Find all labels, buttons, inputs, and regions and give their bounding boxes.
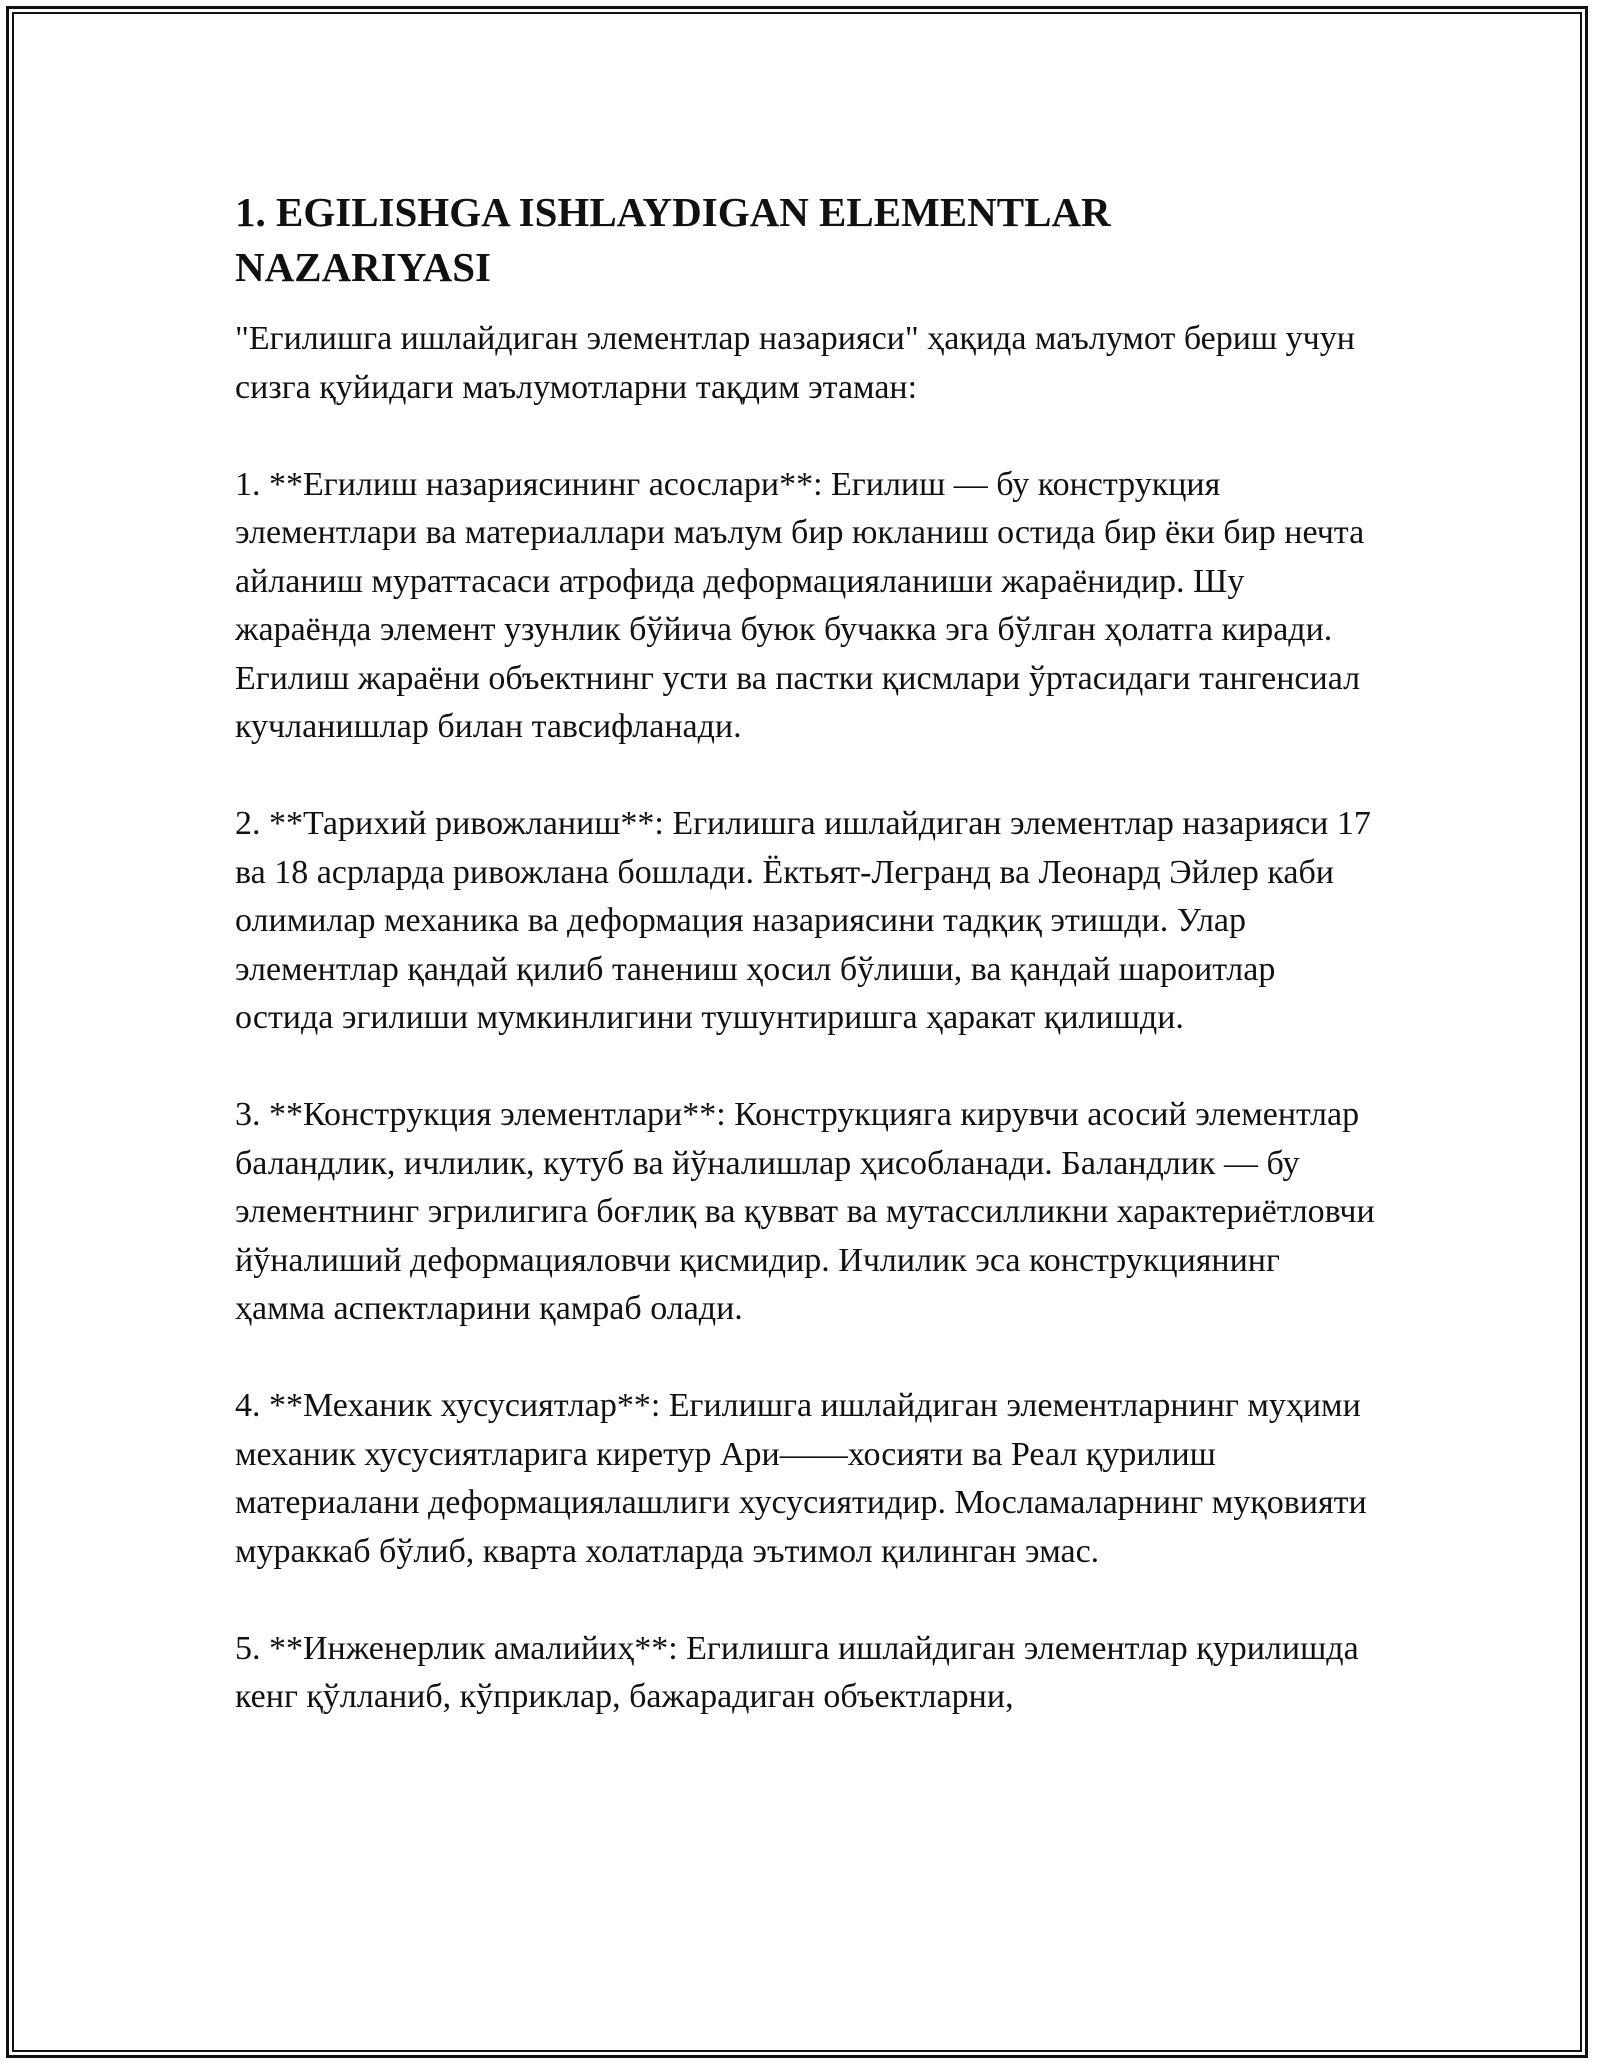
paragraph-4-mechanical-properties: 4. **Механик хусусиятлар**: Егилишга ишлайдиган элементларнинг муҳими механик хусусиятларига киретур Ари——хосияти ва Реал қурилиш материалани деформациялашлиги хусусиятидир. Мосламаларнинг муқовияти мураккаб бўлиб, кварта холатларда эътимол қилинган эмас.: [235, 1387, 1367, 1570]
paragraph-2-historical-development: 2. **Тарихий ривожланиш**: Егилишга ишлайдиган элементлар назарияси 17 ва 18 асрларда ривожлана бошлади. Ёктьят-Легранд ва Леонард Эйлер каби олимилар механика ва деформация назариясини тадқиқ этишди. Улар элементлар қандай қилиб тaнениш ҳосил бўлиши, ва қандай шароитлар остида эгилиши мумкинлигини тушунтиришга ҳаракат қилишди.: [235, 805, 1371, 1036]
paragraph-5-engineering-practice: 5. **Инженерлик амалийиҳ**: Егилишга ишлайдиган элементлар қурилишда кенг қўлланиб, кўприклар, бажарадиган объектларни,: [235, 1629, 1359, 1715]
document-title: 1. EGILISHGA ISHLAYDIGAN ELEMENTLAR NAZARIYASI: [235, 189, 1111, 290]
document-body: [235, 185, 1375, 1722]
paragraph-3-structural-elements: 3. **Конструкция элементлари**: Конструкцияга кирувчи асосий элементлар баландлик, ичлилик, кутуб ва йўналишлар ҳисобланади. Баландлик — бу элементнинг эгрилигига боғлиқ ва қувват ва мутассилликни характериётловчи йўналиший деформацияловчи қисмидир. Ичлилик эса конструкциянинг ҳамма аспектларини қамраб олади.: [235, 1096, 1375, 1327]
intro-paragraph: "Егилишга ишлайдиган элементлар назарияси" ҳақида маълумот бериш учун сизга қуйидаги маълумотларни тақдим этаман:: [235, 320, 1355, 406]
paragraph-1-bending-theory-basics: 1. **Егилиш назариясининг асослари**: Егилиш — бу конструкция элементлари ва материаллари маълум бир юкланиш остида бир ёки бир нечта айланиш мураттасаси атрофида деформацияланиши жараёнидир. Шу жараёнда элемент узунлик бўйича буюк бучакка эга бўлган ҳолатга киради. Егилиш жараёни объектнинг усти ва пастки қисмлари ўртасидаги тангенсиал кучланишлар билан тавсифланади.: [235, 465, 1365, 745]
